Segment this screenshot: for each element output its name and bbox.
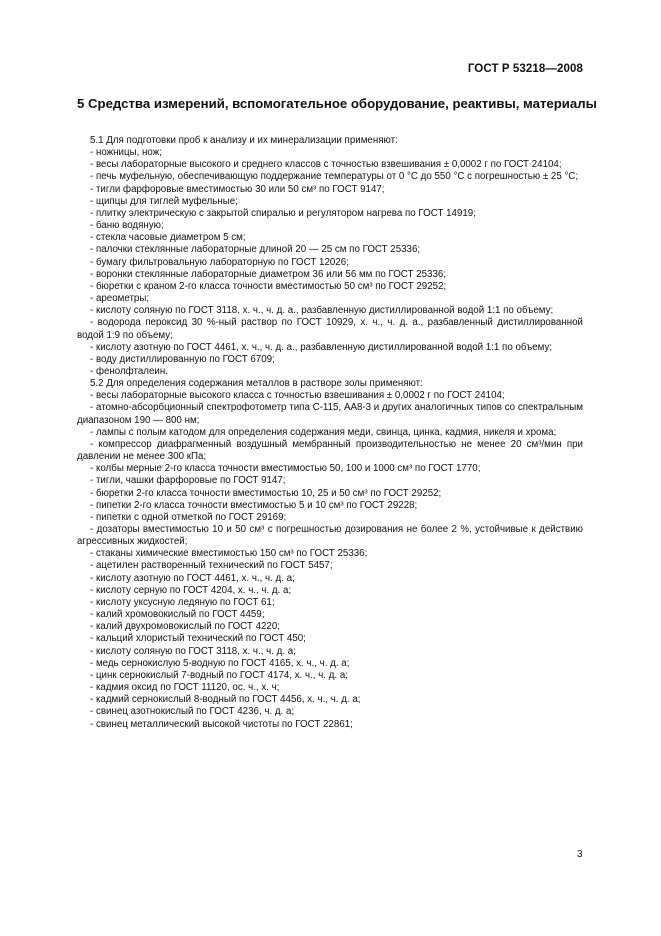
list-item: - тигли, чашки фарфоровые по ГОСТ 9147; bbox=[90, 475, 286, 487]
standard-code: ГОСТ Р 53218—2008 bbox=[467, 63, 583, 75]
clause-5-1-list bbox=[77, 147, 583, 378]
list-item: - калий двухромовокислый по ГОСТ 4220; bbox=[90, 621, 280, 633]
list-item: - тигли фарфоровые вместимостью 30 или 50 см³ по ГОСТ 9147; bbox=[90, 183, 385, 195]
list-item: - бюретки с краном 2-го класса точности вместимостью 50 см³ по ГОСТ 29252; bbox=[90, 280, 447, 292]
list-item: - колбы мерные 2-го класса точности вместимостью 50, 100 и 1000 см³ по ГОСТ 1770; bbox=[90, 463, 481, 475]
list-item: - ареометры; bbox=[90, 293, 150, 305]
list-item: - воду дистиллированную по ГОСТ 6709; bbox=[90, 353, 275, 365]
list-item: - стекла часовые диаметром 5 см; bbox=[90, 232, 246, 244]
list-item: - лампы с полым катодом для определения содержания меди, свинца, цинка, кадмия, никеля и хрома; bbox=[90, 426, 557, 438]
list-item: - медь сернокислую 5-водную по ГОСТ 4165, х. ч., ч. д. а; bbox=[90, 657, 350, 669]
body-text bbox=[77, 135, 583, 731]
list-item: - кислоту серную по ГОСТ 4204, х. ч., ч. д. а; bbox=[90, 584, 292, 596]
list-item: - кадмий сернокислый 8-водный по ГОСТ 4456, х. ч., ч. д. а; bbox=[90, 694, 361, 706]
section-title: 5 Средства измерений, вспомогательное оборудование, реактивы, материалы bbox=[77, 96, 597, 111]
list-item: - цинк сернокислый 7-водный по ГОСТ 4174, х. ч., ч. д. а; bbox=[90, 669, 348, 681]
list-item: - фенолфталеин. bbox=[90, 365, 168, 377]
list-item: - кислоту соляную по ГОСТ 3118, х. ч., ч. д. а., разбавленную дистиллированной водой 1:1 по объему; bbox=[90, 305, 554, 317]
list-item: - свинец азотнокислый по ГОСТ 4236, ч. д. а; bbox=[90, 706, 295, 718]
list-item: - кадмия оксид по ГОСТ 11120, ос. ч., х. ч; bbox=[90, 682, 280, 694]
list-item: - пипетки с одной отметкой по ГОСТ 29169; bbox=[90, 511, 287, 523]
list-item: - кислоту азотную по ГОСТ 4461, х. ч., ч. д. а; bbox=[90, 572, 295, 584]
list-item: - стаканы химические вместимостью 150 см³ по ГОСТ 25336; bbox=[90, 548, 368, 560]
list-item: - кислоту уксусную ледяную по ГОСТ 61; bbox=[90, 596, 275, 608]
list-item: - воронки стеклянные лабораторные диаметром 36 или 56 мм по ГОСТ 25336; bbox=[90, 268, 447, 280]
list-item: - атомно-абсорбционный спектрофотометр типа С-115, АА8-3 и других аналогичных типов со спектральным диапазоном 190 — 800 нм; bbox=[77, 402, 583, 426]
list-item: - кислоту соляную по ГОСТ 3118, х. ч., ч. д. а; bbox=[90, 645, 296, 657]
list-item: - ацетилен растворенный технический по ГОСТ 5457; bbox=[90, 560, 333, 572]
list-item: - водорода пероксид 30 %-ный раствор по ГОСТ 10929, х. ч., ч. д. а., разбавленный дистиллированной водой 1:9 по объему; bbox=[77, 317, 583, 341]
list-item: - щипцы для тиглей муфельные; bbox=[90, 195, 238, 207]
list-item: - весы лабораторные высокого и среднего классов с точностью взвешивания ± 0,0002 г по ГОСТ 24104; bbox=[90, 159, 562, 171]
list-item: - печь муфельную, обеспечивающую поддержание температуры от 0 °С до 550 °С с погрешностью ± 25 °С; bbox=[90, 171, 579, 183]
clause-5-2-intro: 5.2 Для определения содержания металлов в растворе золы применяют: bbox=[90, 378, 423, 390]
list-item: - дозаторы вместимостью 10 и 50 см³ с погрешностью дозирования не более 2 %, устойчивые к действию агрессивных жидкостей; bbox=[77, 524, 583, 548]
list-item: - кислоту азотную по ГОСТ 4461, х. ч., ч. д. а., разбавленную дистиллированной водой 1:1 по объему; bbox=[90, 341, 553, 353]
list-item: - свинец металлический высокой чистоты по ГОСТ 22861; bbox=[90, 718, 353, 730]
list-item: - баню водяную; bbox=[90, 220, 164, 232]
list-item: - бюретки 2-го класса точности вместимостью 10, 25 и 50 см³ по ГОСТ 29252; bbox=[90, 487, 442, 499]
clause-5-2-list bbox=[77, 390, 583, 730]
list-item: - пипетки 2-го класса точности вместимостью 5 и 10 см³ по ГОСТ 29228; bbox=[90, 499, 418, 511]
page-number: 3 bbox=[577, 849, 583, 860]
list-item: - ножницы, нож; bbox=[90, 147, 162, 159]
list-item: - кальций хлористый технический по ГОСТ 450; bbox=[90, 633, 306, 645]
clause-5-1-intro: 5.1 Для подготовки проб к анализу и их минерализации применяют: bbox=[90, 135, 398, 146]
list-item: - весы лабораторные высокого класса с точностью взвешивания ± 0,0002 г по ГОСТ 24104; bbox=[90, 390, 505, 402]
list-item: - калий хромовокислый по ГОСТ 4459; bbox=[90, 609, 265, 621]
list-item: - палочки стеклянные лабораторные длиной 20 — 25 см по ГОСТ 25336; bbox=[90, 244, 421, 256]
list-item: - компрессор диафрагменный воздушный мембранный производительностью не менее 20 см³/мин при давлении не менее 300 кПа; bbox=[77, 438, 583, 463]
list-item: - плитку электрическую с закрытой спиралью и регулятором нагрева по ГОСТ 14919; bbox=[90, 207, 476, 219]
list-item: - бумагу фильтровальную лабораторную по ГОСТ 12026; bbox=[90, 256, 349, 268]
